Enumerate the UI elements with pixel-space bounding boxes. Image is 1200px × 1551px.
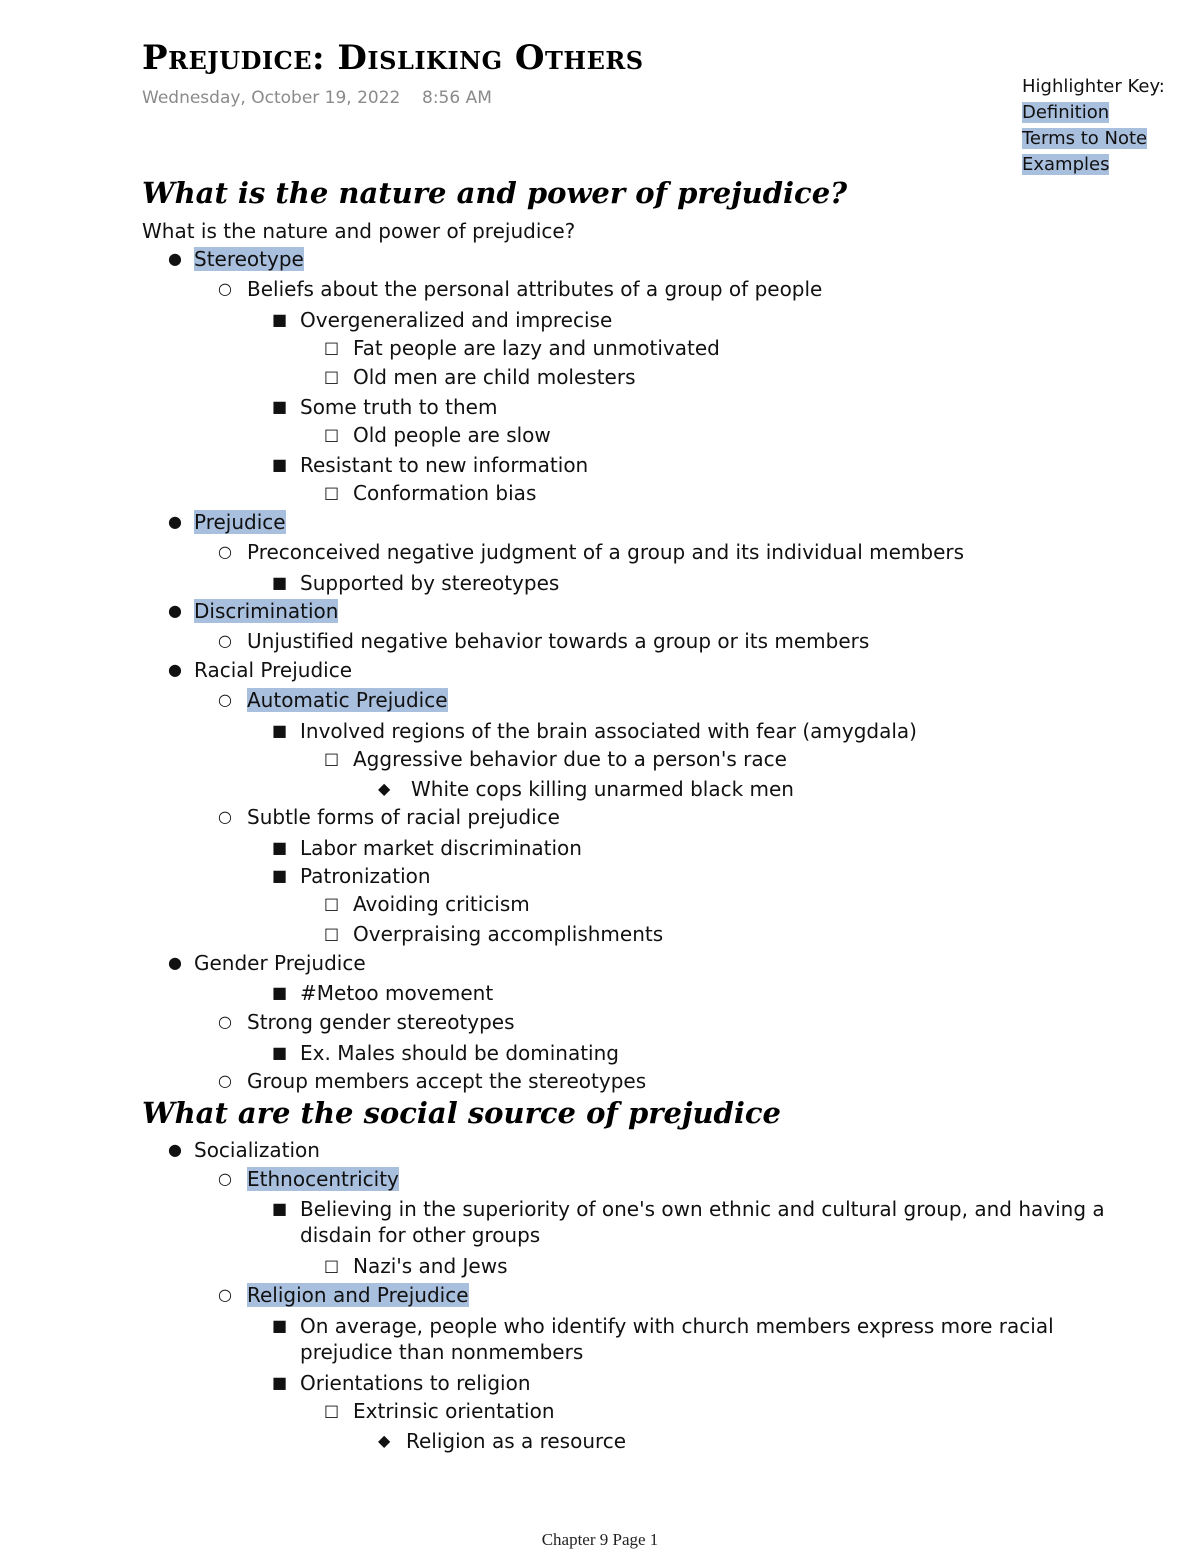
highlighter-key-title: Highlighter Key: — [1022, 76, 1165, 97]
bullet-circle-icon: ○ — [218, 1169, 232, 1188]
bullet-open-square-icon: □ — [324, 1401, 340, 1420]
bullet-open-square-icon: □ — [324, 749, 340, 768]
bullet-square-icon: ■ — [272, 1373, 288, 1392]
bullet-disc-icon: ● — [168, 953, 182, 972]
section-heading: What are the social source of prejudice — [142, 1096, 781, 1130]
bullet-circle-icon: ○ — [218, 279, 232, 298]
bullet-open-square-icon: □ — [324, 894, 340, 913]
bullet-disc-icon: ● — [168, 512, 182, 531]
list-item: Overpraising accomplishments — [353, 922, 664, 946]
bullet-diamond-icon: ◆ — [378, 1431, 391, 1450]
list-item: Some truth to them — [300, 395, 498, 419]
list-item: On average, people who identify with church members express more racial prejudice than nonmembers — [300, 1314, 1054, 1364]
list-item: Believing in the superiority of one's own ethnic and cultural group, and having a disdain for other groups — [300, 1197, 1105, 1247]
bullet-square-icon: ■ — [272, 721, 288, 740]
list-item: Resistant to new information — [300, 453, 589, 477]
list-item: Socialization — [194, 1138, 320, 1162]
list-item: Patronization — [300, 864, 431, 888]
bullet-circle-icon: ○ — [218, 542, 232, 561]
section-intro: What is the nature and power of prejudice? — [142, 219, 576, 243]
page-time: 8:56 AM — [422, 88, 492, 108]
bullet-disc-icon: ● — [168, 601, 182, 620]
bullet-open-square-icon: □ — [324, 924, 340, 943]
bullet-square-icon: ■ — [272, 866, 288, 885]
bullet-disc-icon: ● — [168, 660, 182, 679]
bullet-circle-icon: ○ — [218, 1071, 232, 1090]
list-item: Racial Prejudice — [194, 658, 353, 682]
key-terms-to-note: Terms to Note — [1022, 128, 1148, 149]
bullet-open-square-icon: □ — [324, 338, 340, 357]
bullet-square-icon: ■ — [272, 838, 288, 857]
bullet-square-icon: ■ — [272, 983, 288, 1002]
list-item: Strong gender stereotypes — [247, 1010, 515, 1034]
bullet-square-icon: ■ — [272, 573, 288, 592]
list-item: Prejudice — [194, 510, 286, 534]
list-item: Ethnocentricity — [247, 1167, 399, 1191]
list-item: Stereotype — [194, 247, 304, 271]
list-item: Orientations to religion — [300, 1371, 531, 1395]
bullet-open-square-icon: □ — [324, 367, 340, 386]
highlighter-key — [1022, 74, 1165, 178]
page-date: Wednesday, October 19, 2022 — [142, 88, 401, 108]
bullet-square-icon: ■ — [272, 1316, 288, 1335]
list-item: #Metoo movement — [300, 981, 494, 1005]
list-item: Conformation bias — [353, 481, 537, 505]
list-item: Nazi's and Jews — [353, 1254, 508, 1278]
bullet-square-icon: ■ — [272, 310, 288, 329]
list-item: Preconceived negative judgment of a group and its individual members — [247, 540, 965, 564]
list-item: Beliefs about the personal attributes of a group of people — [247, 277, 823, 301]
bullet-circle-icon: ○ — [218, 1012, 232, 1031]
list-item: Old people are slow — [353, 423, 551, 447]
list-item: Group members accept the stereotypes — [247, 1069, 647, 1093]
list-item: Overgeneralized and imprecise — [300, 308, 613, 332]
list-item: Automatic Prejudice — [247, 688, 448, 712]
bullet-open-square-icon: □ — [324, 483, 340, 502]
list-item: Ex. Males should be dominating — [300, 1041, 619, 1065]
list-item: Aggressive behavior due to a person's race — [353, 747, 787, 771]
list-item: Unjustified negative behavior towards a group or its members — [247, 629, 870, 653]
bullet-diamond-icon: ◆ — [378, 779, 391, 798]
key-examples: Examples — [1022, 154, 1110, 175]
page-footer: Chapter 9 Page 1 — [541, 1530, 659, 1549]
bullet-open-square-icon: □ — [324, 1256, 340, 1275]
list-item: Supported by stereotypes — [300, 571, 560, 595]
key-definition: Definition — [1022, 102, 1110, 123]
list-item: White cops killing unarmed black men — [411, 777, 794, 801]
bullet-circle-icon: ○ — [218, 1285, 232, 1304]
section-heading: What is the nature and power of prejudice? — [142, 176, 848, 210]
bullet-circle-icon: ○ — [218, 807, 232, 826]
bullet-disc-icon: ● — [168, 1140, 182, 1159]
list-item: Religion as a resource — [406, 1429, 627, 1453]
list-item: Involved regions of the brain associated with fear (amygdala) — [300, 719, 917, 743]
list-item: Gender Prejudice — [194, 951, 366, 975]
list-item: Labor market discrimination — [300, 836, 582, 860]
list-item: Old men are child molesters — [353, 365, 636, 389]
list-item: Religion and Prejudice — [247, 1283, 469, 1307]
bullet-circle-icon: ○ — [218, 631, 232, 650]
list-item: Extrinsic orientation — [353, 1399, 555, 1423]
list-item: Subtle forms of racial prejudice — [247, 805, 560, 829]
bullet-circle-icon: ○ — [218, 690, 232, 709]
bullet-disc-icon: ● — [168, 249, 182, 268]
list-item: Avoiding criticism — [353, 892, 530, 916]
bullet-square-icon: ■ — [272, 397, 288, 416]
bullet-square-icon: ■ — [272, 455, 288, 474]
page-title: Prejudice: Disliking Others — [142, 38, 644, 78]
bullet-open-square-icon: □ — [324, 425, 340, 444]
list-item: Fat people are lazy and unmotivated — [353, 336, 720, 360]
bullet-square-icon: ■ — [272, 1043, 288, 1062]
list-item: Discrimination — [194, 599, 339, 623]
bullet-square-icon: ■ — [272, 1199, 288, 1218]
